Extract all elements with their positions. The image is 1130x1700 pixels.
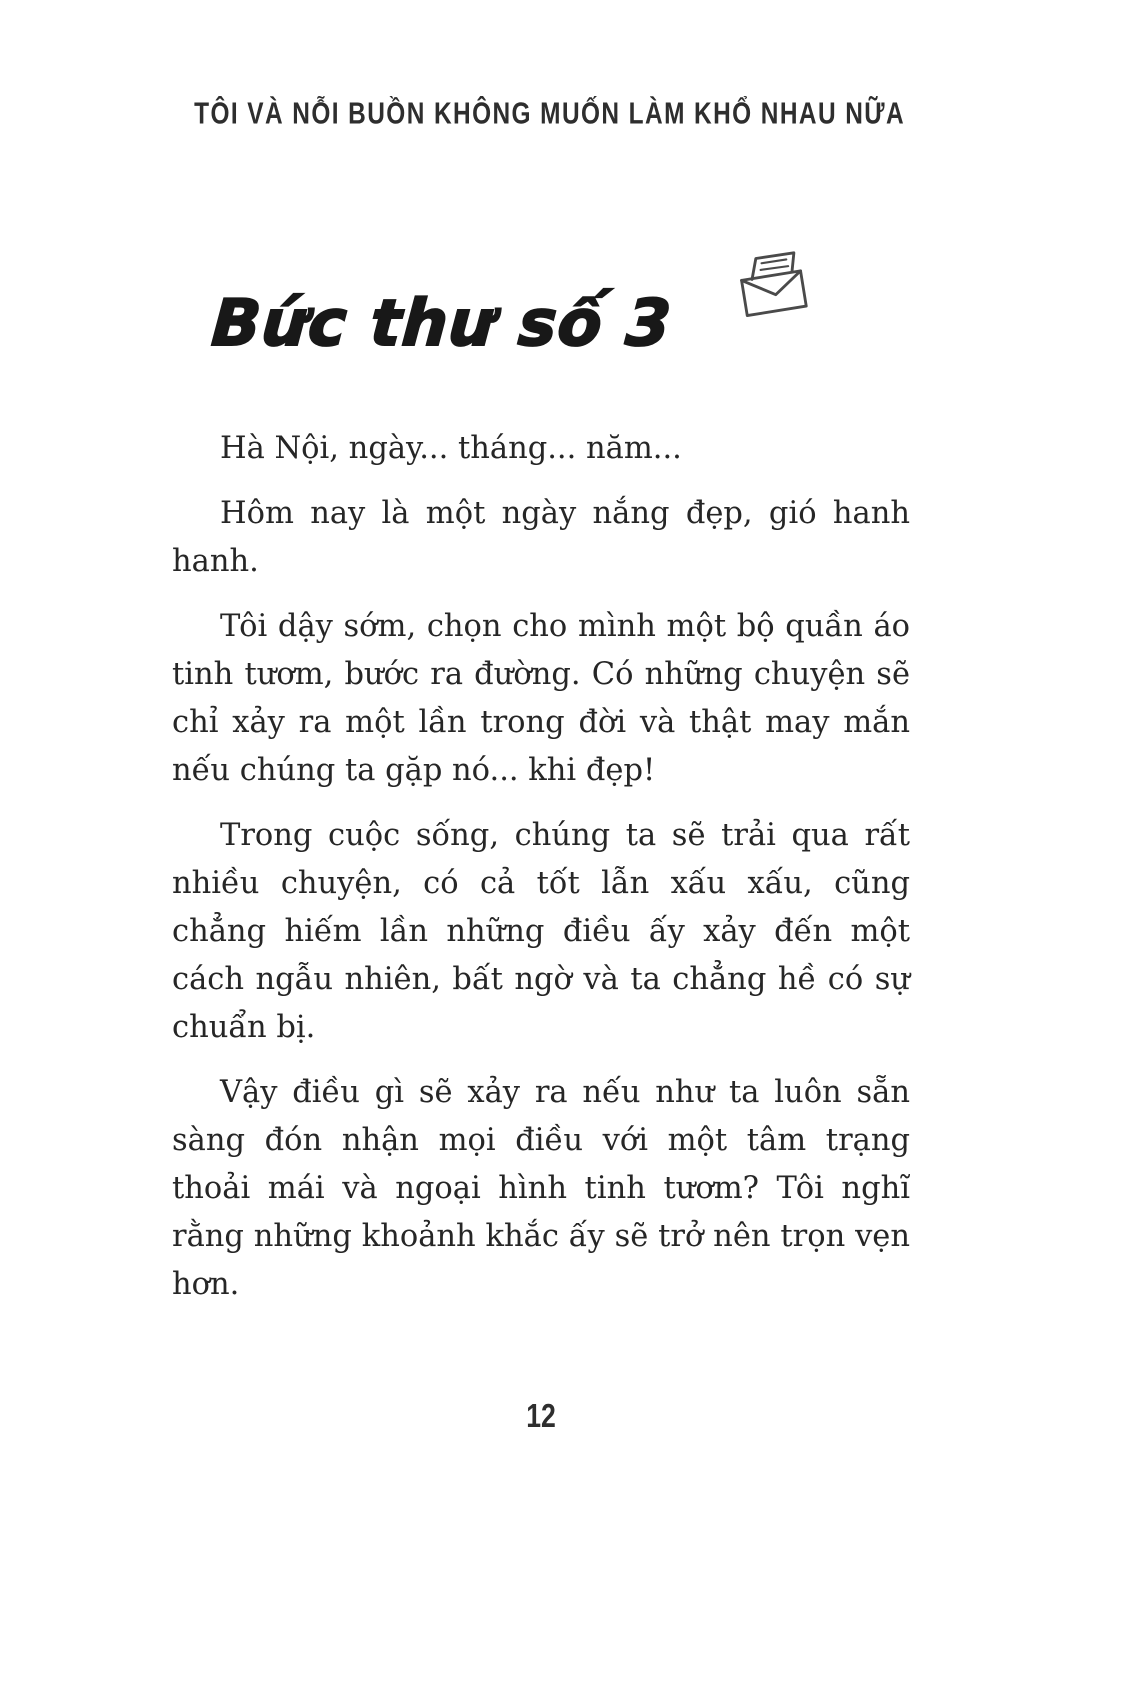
running-header: TÔI VÀ NỖI BUỒN KHÔNG MUỐN LÀM KHỔ NHAU NỮA xyxy=(194,95,906,131)
paragraph: Vậy điều gì sẽ xảy ra nếu như ta luôn sẵn sàng đón nhận mọi điều với một tâm trạng thoải mái và ngoại hình tinh tươm? Tôi nghĩ rằng những khoảnh khắc ấy sẽ trở nên trọn vẹn hơn. xyxy=(172,1075,910,1303)
page-content xyxy=(0,95,1130,1309)
chapter-heading xyxy=(209,287,910,361)
page-number: 12 xyxy=(526,1396,556,1434)
chapter-title: Bức thư số 3 xyxy=(209,287,675,361)
paragraph: Hôm nay là một ngày nắng đẹp, gió hanh hanh. xyxy=(172,496,910,580)
paragraph: Trong cuộc sống, chúng ta sẽ trải qua rất nhiều chuyện, có cả tốt lẫn xấu xấu, cũng chẳng hiếm lần những điều ấy xảy đến một cách ngẫu nhiên, bất ngờ và ta chẳng hề có sự chuẩn bị. xyxy=(172,818,910,1046)
letter-body xyxy=(172,425,910,1309)
envelope-icon xyxy=(729,249,815,332)
paragraph-dateline: Hà Nội, ngày... tháng... năm... xyxy=(220,431,682,467)
paragraph: Tôi dậy sớm, chọn cho mình một bộ quần áo tinh tươm, bước ra đường. Có những chuyện sẽ chỉ xảy ra một lần trong đời và thật may mắn nếu chúng ta gặp nó... khi đẹp! xyxy=(172,609,910,789)
